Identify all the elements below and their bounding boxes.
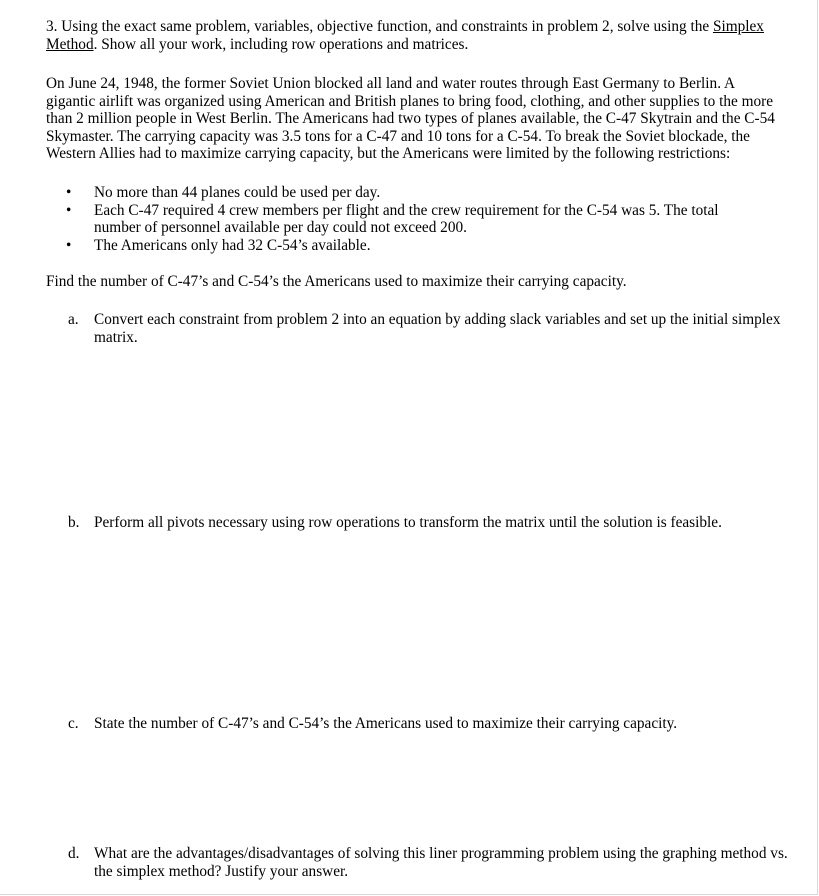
part-b (68, 514, 794, 532)
part-d (68, 845, 794, 880)
simplex-method-underlined: Simplex Method (46, 18, 764, 53)
part-marker: a. (68, 311, 79, 328)
restriction-item (66, 202, 766, 237)
restriction-item (66, 237, 766, 255)
scenario-paragraph: On June 24, 1948, the former Soviet Union blocked all land and water routes through East Germany to Berlin. A gigantic airlift was organized using American and British planes to bring food, clothing, and other supplies to the more than 2 million people in West Berlin. The Americans had two types of planes available, the C-47 Skytrain and the C-54 Skymaster. The carrying capacity was 3.5 tons for a C-47 and 10 tons for a C-54. To break the Soviet blockade, the Western Allies had to maximize carrying capacity, but the Americans were limited by the following restrictions: (46, 75, 775, 163)
part-a (68, 311, 794, 346)
part-question: Perform all pivots necessary using row operations to transform the matrix until the solution is feasible. (94, 514, 722, 531)
intro-text-after: . Show all your work, including row operations and matrices. (93, 35, 469, 53)
restriction-text: Each C-47 required 4 crew members per flight and the crew requirement for the C-54 was 5. The total number of personnel available per day could not exceed 200. (94, 201, 719, 237)
bullet-icon: • (66, 184, 72, 201)
part-marker: c. (68, 715, 79, 732)
part-marker: d. (68, 845, 80, 862)
restriction-text: No more than 44 planes could be used per day. (94, 184, 381, 201)
part-c (68, 715, 794, 733)
restrictions-list (66, 184, 766, 254)
intro-text-before: 3. Using the exact same problem, variables, objective function, and constraints in problem 2, solve using the (46, 18, 713, 35)
part-marker: b. (68, 514, 80, 531)
part-question: Convert each constraint from problem 2 into an equation by adding slack variables and set up the initial simplex matrix. (94, 311, 781, 346)
bullet-icon: • (66, 236, 72, 254)
part-question: State the number of C-47’s and C-54’s the Americans used to maximize their carrying capacity. (94, 715, 678, 732)
problem-intro (46, 18, 776, 53)
part-question: What are the advantages/disadvantages of solving this liner programming problem using the graphing method vs. the simplex method? Justify your answer. (94, 845, 788, 880)
restriction-item (66, 184, 766, 202)
bullet-icon: • (66, 201, 72, 219)
find-statement: Find the number of C-47’s and C-54’s the Americans used to maximize their carrying capacity. (46, 273, 627, 290)
restriction-text: The Americans only had 32 C-54’s available. (94, 236, 371, 254)
